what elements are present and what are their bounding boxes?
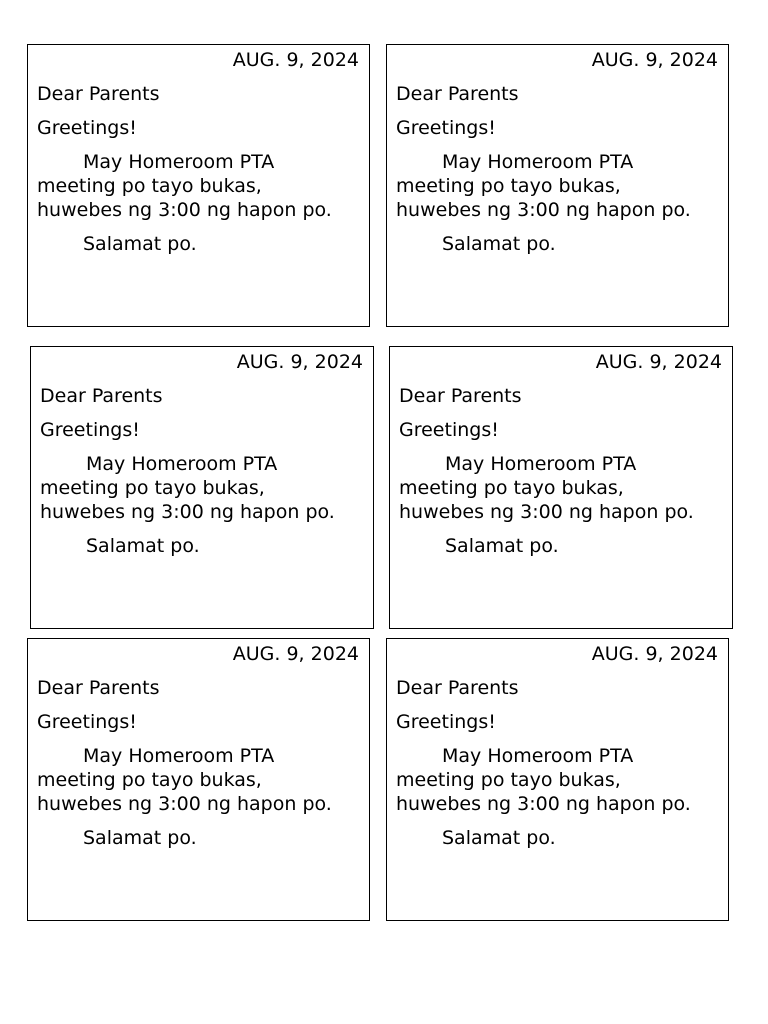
notice-card bbox=[386, 638, 729, 921]
notice-closing: Salamat po. bbox=[86, 535, 200, 557]
notice-salutation: Dear Parents bbox=[37, 677, 160, 699]
notice-salutation: Dear Parents bbox=[396, 83, 519, 105]
notice-body: May Homeroom PTA meeting po tayo bukas, huwebes ng 3:00 ng hapon po. bbox=[396, 745, 691, 815]
notice-salutation: Dear Parents bbox=[40, 385, 163, 407]
notice-date: AUG. 9, 2024 bbox=[591, 49, 718, 71]
notice-closing: Salamat po. bbox=[83, 827, 197, 849]
notice-card bbox=[389, 346, 733, 629]
notice-greeting: Greetings! bbox=[37, 711, 137, 733]
notice-card bbox=[27, 44, 370, 327]
notice-salutation: Dear Parents bbox=[399, 385, 522, 407]
notice-body: May Homeroom PTA meeting po tayo bukas, huwebes ng 3:00 ng hapon po. bbox=[37, 745, 332, 815]
notice-card bbox=[27, 638, 370, 921]
notice-greeting: Greetings! bbox=[37, 117, 137, 139]
notice-closing: Salamat po. bbox=[83, 233, 197, 255]
notice-body: May Homeroom PTA meeting po tayo bukas, huwebes ng 3:00 ng hapon po. bbox=[40, 453, 335, 523]
notice-greeting: Greetings! bbox=[40, 419, 140, 441]
notice-body: May Homeroom PTA meeting po tayo bukas, huwebes ng 3:00 ng hapon po. bbox=[37, 151, 332, 221]
notice-date: AUG. 9, 2024 bbox=[591, 643, 718, 665]
notice-closing: Salamat po. bbox=[445, 535, 559, 557]
notice-greeting: Greetings! bbox=[396, 711, 496, 733]
notice-body: May Homeroom PTA meeting po tayo bukas, huwebes ng 3:00 ng hapon po. bbox=[396, 151, 691, 221]
notice-card bbox=[386, 44, 729, 327]
notice-closing: Salamat po. bbox=[442, 827, 556, 849]
notice-date: AUG. 9, 2024 bbox=[232, 643, 359, 665]
notice-date: AUG. 9, 2024 bbox=[236, 351, 363, 373]
notice-date: AUG. 9, 2024 bbox=[595, 351, 722, 373]
notice-greeting: Greetings! bbox=[396, 117, 496, 139]
notice-closing: Salamat po. bbox=[442, 233, 556, 255]
notice-date: AUG. 9, 2024 bbox=[232, 49, 359, 71]
notice-greeting: Greetings! bbox=[399, 419, 499, 441]
notice-body: May Homeroom PTA meeting po tayo bukas, huwebes ng 3:00 ng hapon po. bbox=[399, 453, 694, 523]
notice-salutation: Dear Parents bbox=[37, 83, 160, 105]
notice-card bbox=[30, 346, 374, 629]
notice-salutation: Dear Parents bbox=[396, 677, 519, 699]
